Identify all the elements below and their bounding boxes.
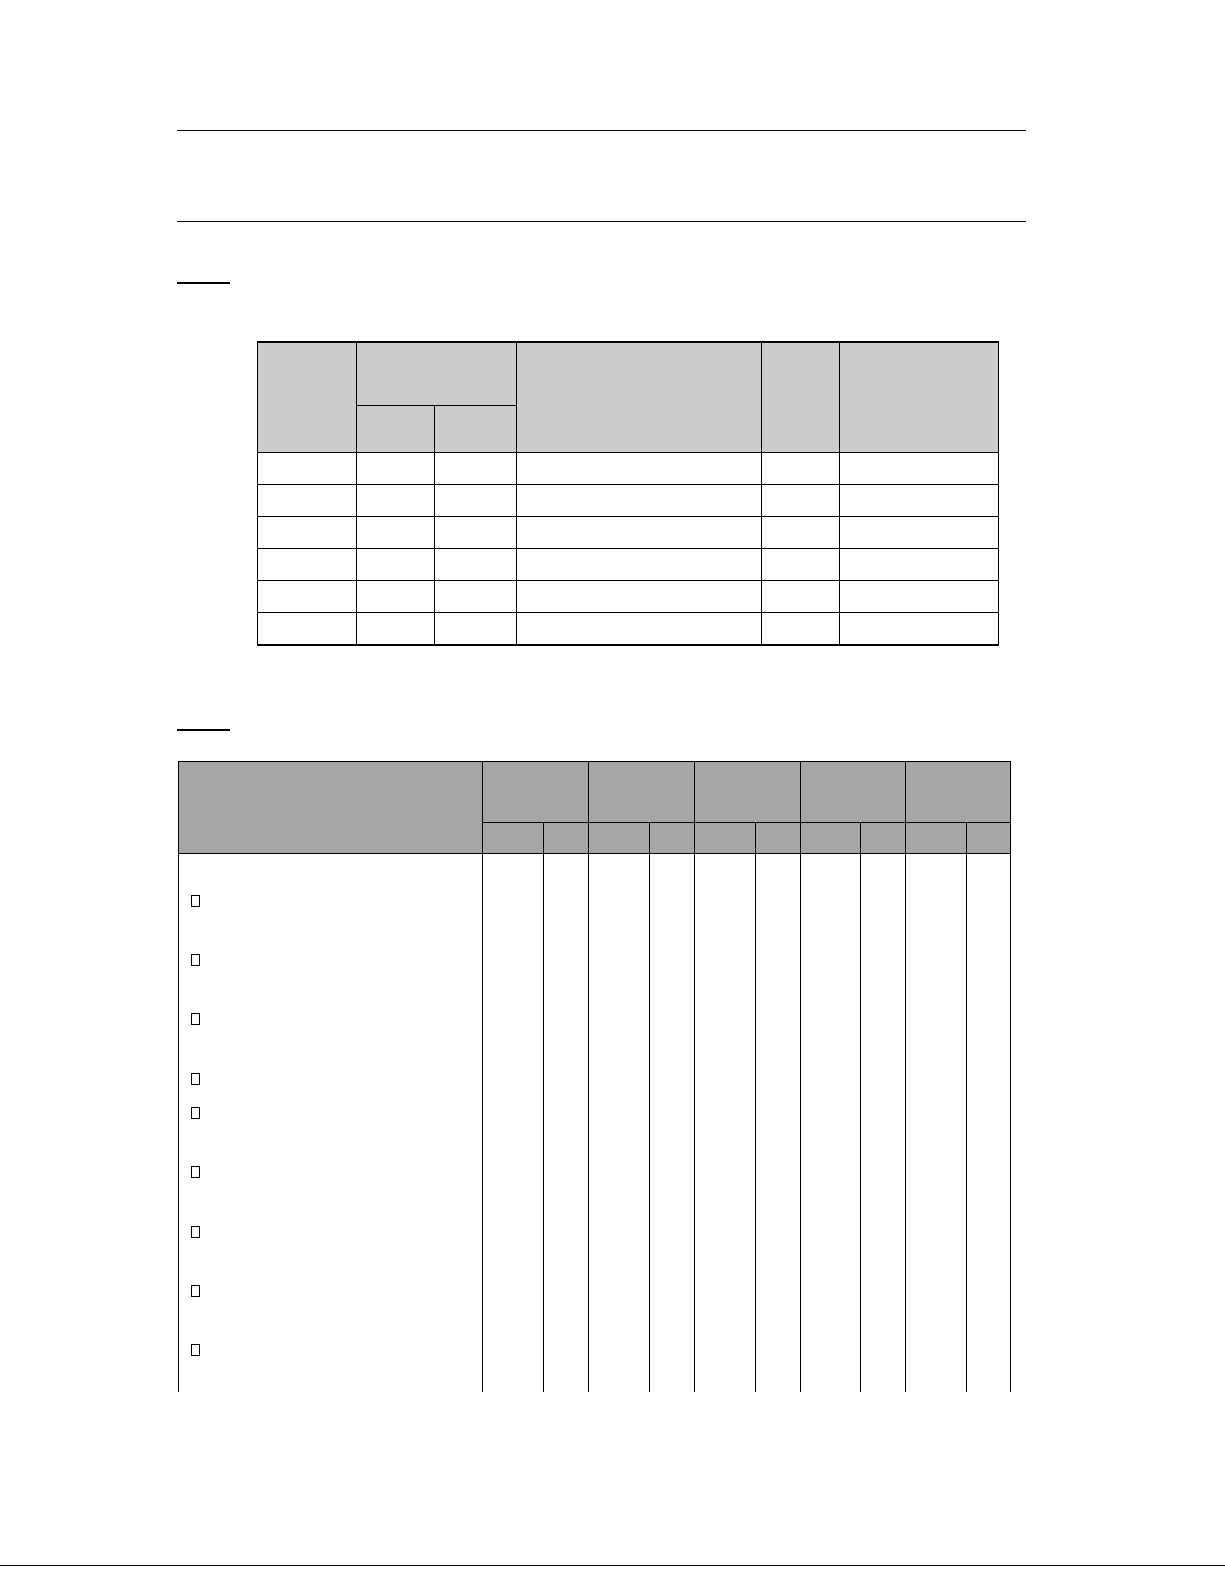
table-cell xyxy=(435,549,517,581)
table-cell xyxy=(840,581,999,613)
table-row xyxy=(258,613,999,646)
table-cell xyxy=(258,613,357,646)
t2-subheader xyxy=(483,823,544,854)
table-cell xyxy=(258,485,357,517)
table-cell xyxy=(435,517,517,549)
table-cell xyxy=(258,549,357,581)
t1-subheader-a xyxy=(357,406,435,453)
checkbox[interactable] xyxy=(191,1344,200,1356)
table-cell xyxy=(906,854,967,1393)
table-cell xyxy=(589,854,650,1393)
t2-subheader xyxy=(544,823,589,854)
table-cell xyxy=(840,517,999,549)
table-cell xyxy=(840,453,999,485)
checkbox[interactable] xyxy=(191,1285,200,1297)
t2-group-header-1 xyxy=(483,762,589,823)
table-cell xyxy=(357,517,435,549)
table-cell xyxy=(357,613,435,646)
table-cell xyxy=(483,854,544,1393)
table-cell xyxy=(517,517,762,549)
table-row xyxy=(258,453,999,485)
checklist-items-cell xyxy=(179,854,483,1393)
table-row xyxy=(258,517,999,549)
table-cell xyxy=(762,517,840,549)
table-cell xyxy=(544,854,589,1393)
t1-header-col1 xyxy=(258,342,357,453)
t1-header-col5 xyxy=(840,342,999,453)
t1-subheader-b xyxy=(435,406,517,453)
checkbox[interactable] xyxy=(191,954,200,966)
table-cell xyxy=(517,453,762,485)
table-cell xyxy=(357,453,435,485)
t2-subheader xyxy=(967,823,1011,854)
checklist-body-row xyxy=(179,854,1011,1393)
t2-group-header-2 xyxy=(589,762,695,823)
checkbox[interactable] xyxy=(191,1013,200,1025)
table-cell xyxy=(840,549,999,581)
summary-table xyxy=(257,341,999,646)
t2-group-header-4 xyxy=(801,762,906,823)
t2-subheader xyxy=(650,823,695,854)
checkbox[interactable] xyxy=(191,1166,200,1178)
table-cell xyxy=(517,485,762,517)
table-cell xyxy=(357,581,435,613)
table-cell xyxy=(695,854,756,1393)
t2-subheader xyxy=(906,823,967,854)
table-cell xyxy=(762,485,840,517)
t2-subheader xyxy=(695,823,756,854)
table-cell xyxy=(517,549,762,581)
checkbox[interactable] xyxy=(191,895,200,907)
table-cell xyxy=(517,613,762,646)
table-cell xyxy=(258,453,357,485)
table-cell xyxy=(650,854,695,1393)
table-cell xyxy=(801,854,861,1393)
title-bottom-rule xyxy=(177,221,1026,222)
table-cell xyxy=(762,453,840,485)
checkbox[interactable] xyxy=(191,1107,200,1119)
t2-subheader xyxy=(861,823,906,854)
table-cell xyxy=(762,613,840,646)
table-cell xyxy=(762,581,840,613)
table-cell xyxy=(435,485,517,517)
section1-heading-underline xyxy=(177,282,230,284)
table-cell xyxy=(517,581,762,613)
t2-subheader xyxy=(589,823,650,854)
table-cell xyxy=(967,854,1011,1393)
table-row xyxy=(258,549,999,581)
t2-header-item xyxy=(179,762,483,854)
table-cell xyxy=(258,581,357,613)
table-cell xyxy=(435,613,517,646)
t1-header-col2-group xyxy=(357,342,517,406)
table-cell xyxy=(756,854,801,1393)
title-top-rule xyxy=(177,130,1026,131)
t2-subheader xyxy=(756,823,801,854)
section2-heading-underline xyxy=(177,729,230,731)
checkbox[interactable] xyxy=(191,1226,200,1238)
t2-group-header-3 xyxy=(695,762,801,823)
t1-header-col3 xyxy=(517,342,762,453)
t2-group-header-5 xyxy=(906,762,1011,823)
table-cell xyxy=(435,581,517,613)
t2-subheader xyxy=(801,823,861,854)
table-cell xyxy=(840,485,999,517)
table-cell xyxy=(840,613,999,646)
table-cell xyxy=(762,549,840,581)
table-cell xyxy=(258,517,357,549)
table-cell xyxy=(861,854,906,1393)
table-cell xyxy=(357,549,435,581)
table-row xyxy=(258,581,999,613)
table-cell xyxy=(357,485,435,517)
t1-header-col4 xyxy=(762,342,840,453)
table-cell xyxy=(435,453,517,485)
checkbox[interactable] xyxy=(191,1073,200,1085)
table-row xyxy=(258,485,999,517)
checklist-table xyxy=(178,761,1011,1392)
page-bottom-rule xyxy=(0,1565,1225,1566)
